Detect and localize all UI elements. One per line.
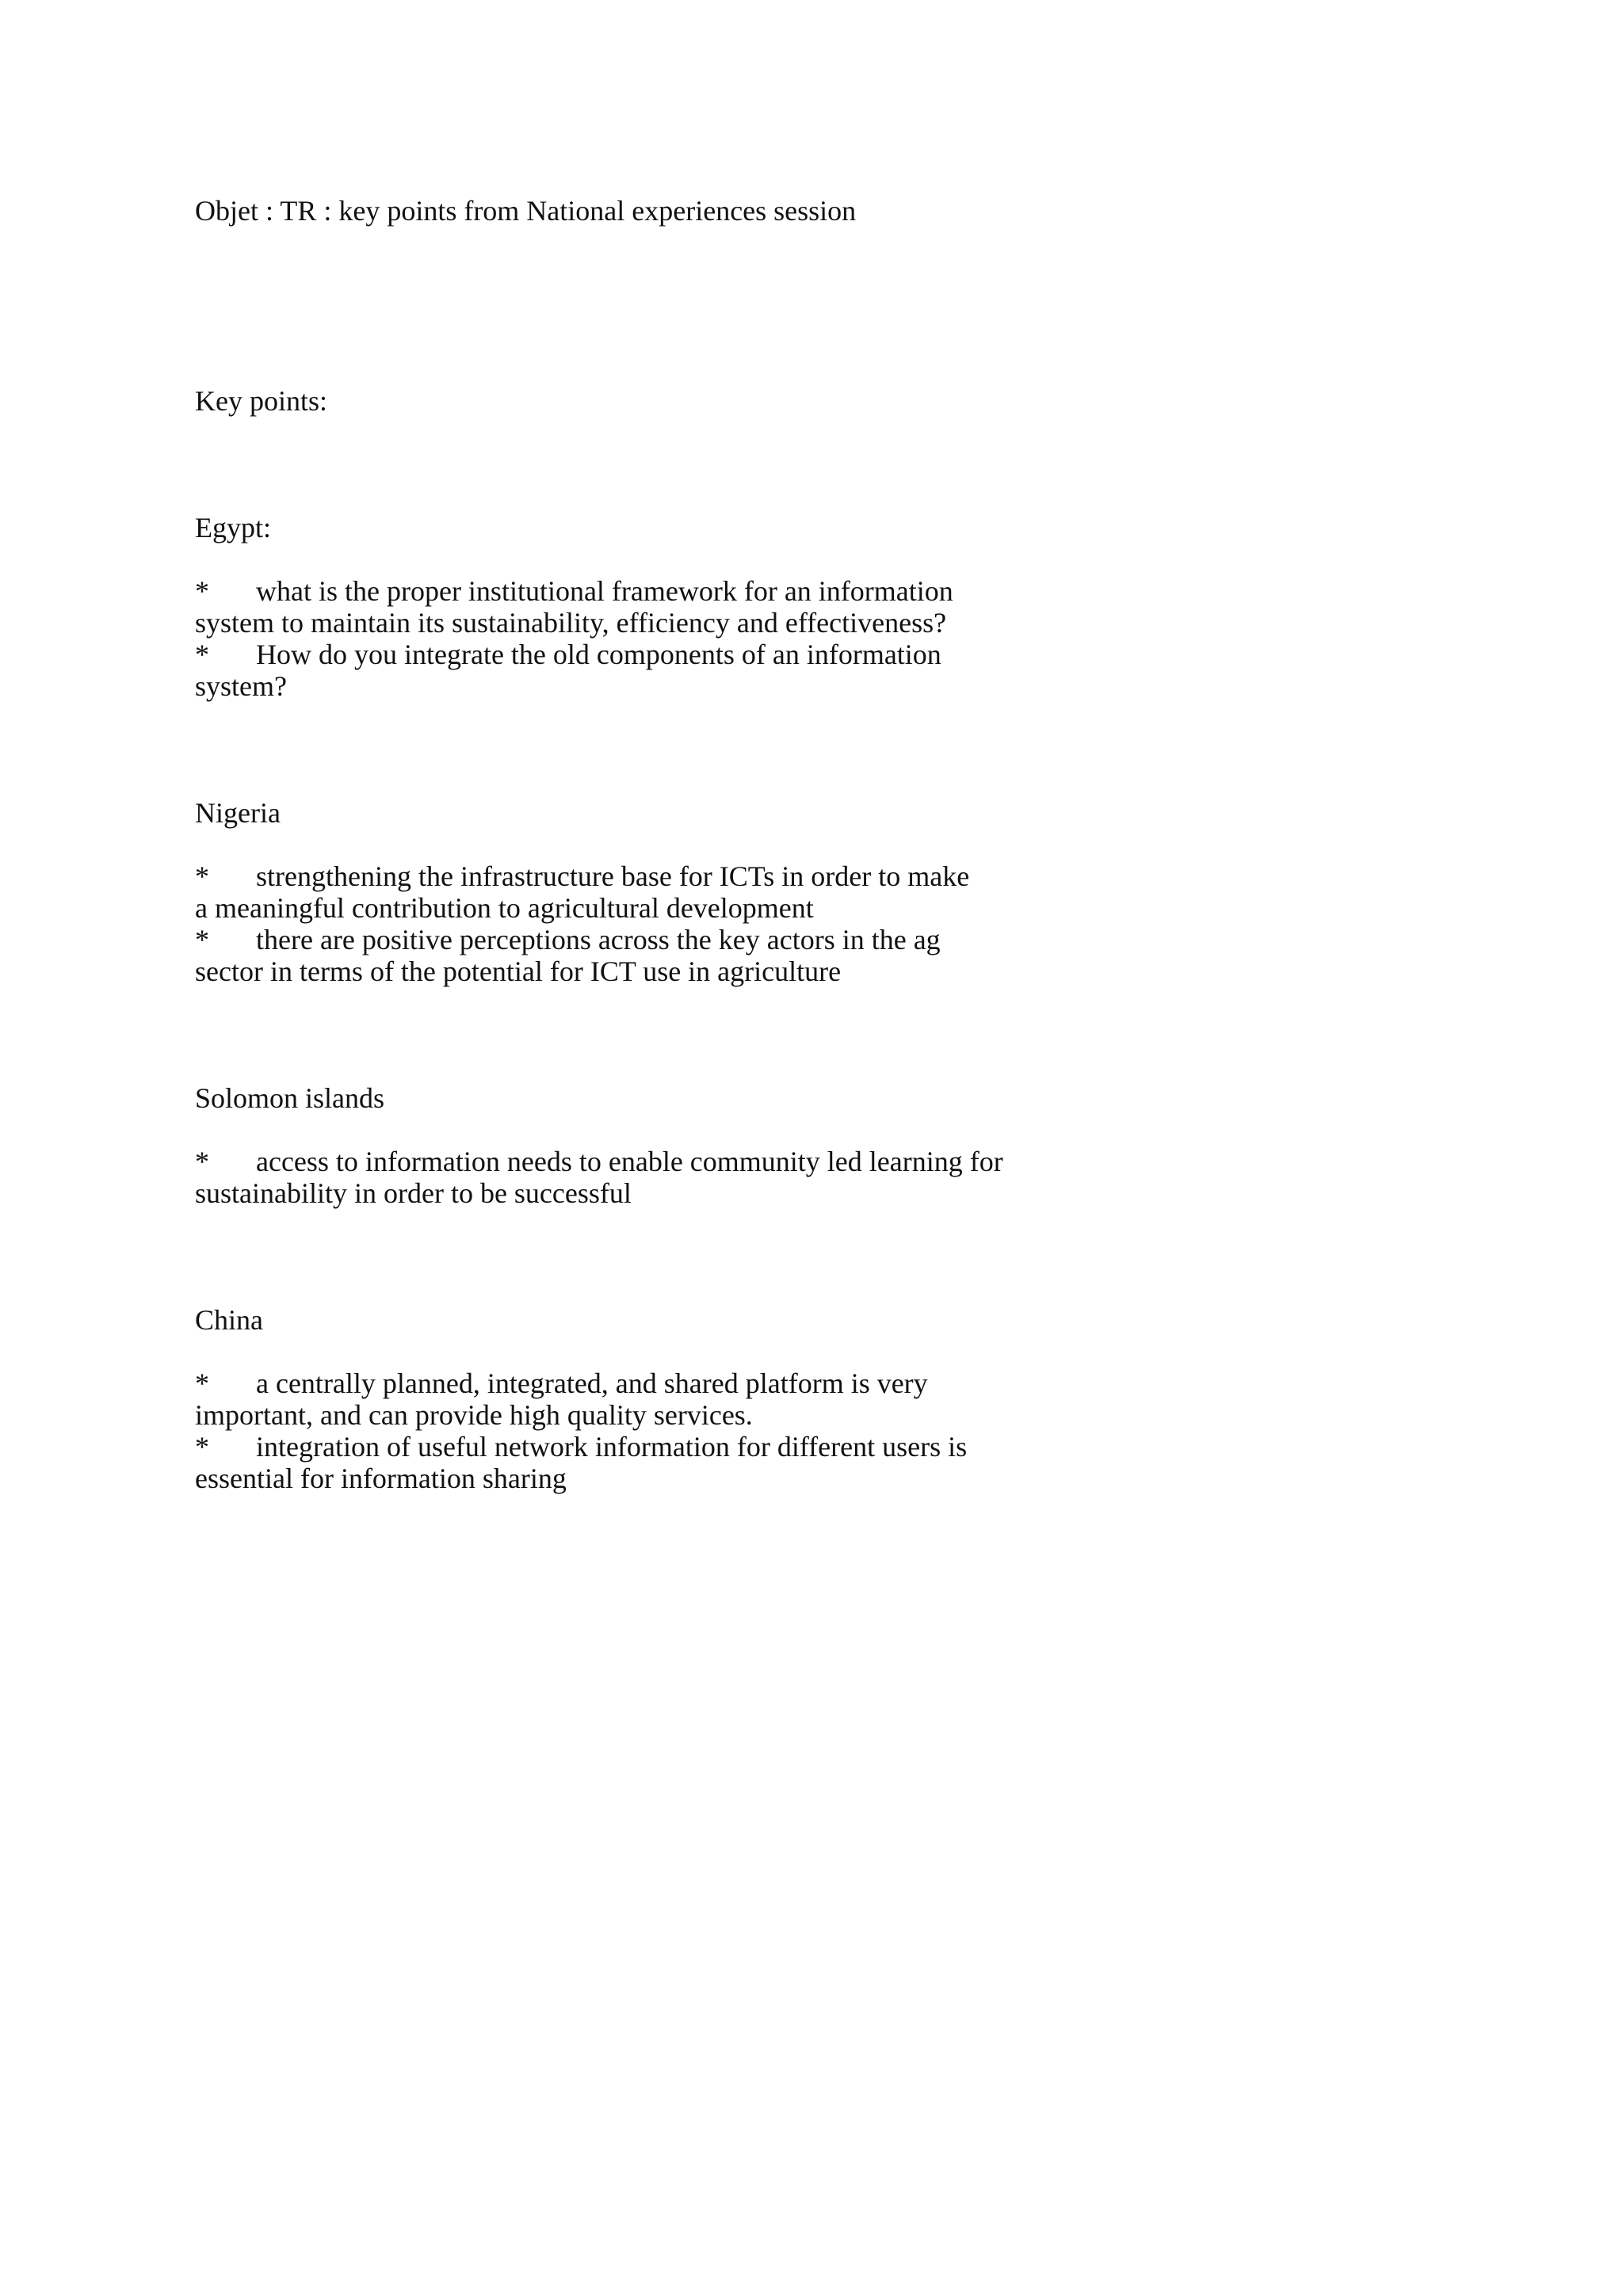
bullet-line: [195, 1146, 1003, 1177]
section-heading-nigeria: Nigeria: [195, 797, 281, 829]
section-heading-solomon-islands: Solomon islands: [195, 1082, 385, 1114]
bullet-marker: *: [195, 1431, 209, 1463]
bullet-text: How do you integrate the old components of an information: [256, 639, 941, 670]
section-heading-china: China: [195, 1304, 263, 1336]
section-heading-egypt: Egypt:: [195, 512, 271, 543]
bullet-text: strengthening the infrastructure base for ICTs in order to make: [256, 860, 970, 892]
bullet-continuation: system to maintain its sustainability, efficiency and effectiveness?: [195, 607, 947, 639]
bullet-text: what is the proper institutional framework for an information: [256, 575, 953, 607]
bullet-line: [195, 1431, 967, 1463]
bullet-line: [195, 924, 941, 955]
bullet-text: integration of useful network information for different users is: [256, 1431, 968, 1463]
key-points-heading: Key points:: [195, 385, 327, 417]
bullet-line: [195, 575, 953, 607]
bullet-line: [195, 1367, 928, 1399]
bullet-continuation: system?: [195, 670, 287, 702]
bullet-marker: *: [195, 639, 209, 670]
bullet-continuation: important, and can provide high quality services.: [195, 1399, 753, 1431]
subject-line: Objet : TR : key points from National experiences session: [195, 195, 857, 227]
bullet-continuation: a meaningful contribution to agricultural development: [195, 892, 814, 924]
bullet-line: [195, 860, 969, 892]
bullet-marker: *: [195, 860, 209, 892]
bullet-continuation: sustainability in order to be successful: [195, 1177, 632, 1209]
bullet-marker: *: [195, 924, 209, 955]
bullet-text: there are positive perceptions across the key actors in the ag: [256, 924, 941, 955]
bullet-marker: *: [195, 575, 209, 607]
bullet-line: [195, 639, 941, 670]
bullet-continuation: sector in terms of the potential for ICT use in agriculture: [195, 955, 842, 987]
bullet-continuation: essential for information sharing: [195, 1463, 567, 1494]
bullet-marker: *: [195, 1367, 209, 1399]
bullet-text: a centrally planned, integrated, and shared platform is very: [256, 1367, 928, 1399]
bullet-text: access to information needs to enable community led learning for: [256, 1146, 1003, 1177]
bullet-marker: *: [195, 1146, 209, 1177]
